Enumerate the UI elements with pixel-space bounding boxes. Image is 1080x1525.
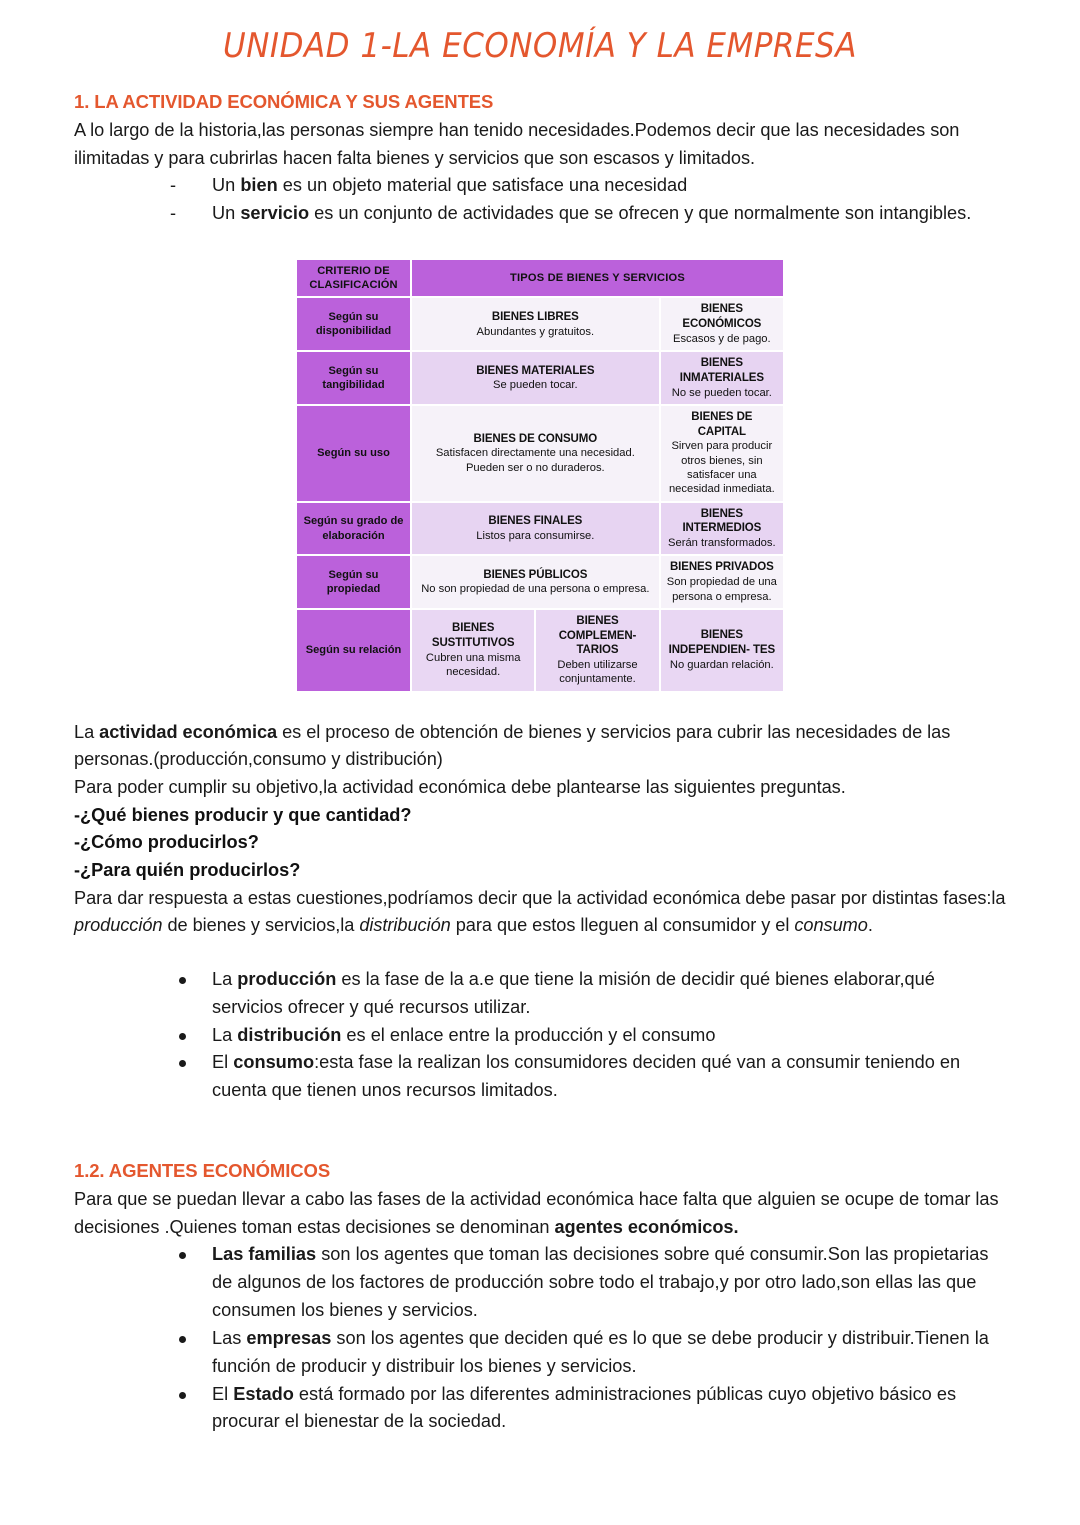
row-criterio: Según su disponibilidad <box>297 298 410 350</box>
item-pre: La <box>212 1024 238 1045</box>
paragraph-intro: A lo largo de la historia,las personas siempre han tenido necesidades.Podemos decir que las necesidades son ilimitadas y para cubrirlas hacen falta bienes y servicios que son escasos y limitados. <box>74 120 960 168</box>
table-header-criterio: CRITERIO DE CLASIFICACIÓN <box>297 260 410 296</box>
item-post: es la fase de la a.e que tiene la misión de decidir qué bienes elaborar,qué servicios ofrecer y qué recursos utilizar. <box>212 968 935 1017</box>
agents-list <box>74 1241 1006 1436</box>
page-title: UNIDAD 1-LA ECONOMÍA Y LA EMPRESA <box>223 26 857 66</box>
question-1: -¿Qué bienes producir y que cantidad? <box>74 804 412 825</box>
goods-table-container <box>74 258 1006 693</box>
table-cell <box>412 610 534 691</box>
item-post: es el enlace entre la producción y el consumo <box>341 1024 716 1045</box>
cell-title: BIENES PÚBLICOS <box>483 568 588 581</box>
cell-desc: Deben utilizarse conjuntamente. <box>557 659 638 686</box>
cell-title: BIENES ECONÓMICOS <box>682 303 762 331</box>
cell-title: BIENES MATERIALES <box>476 364 595 377</box>
table-cell <box>661 406 783 501</box>
paragraph-actividad-economica <box>74 719 1006 774</box>
cell-desc: No son propiedad de una persona o empresa. <box>421 583 650 596</box>
table-row <box>297 556 783 607</box>
cell-title: BIENES INMATERIALES <box>679 357 764 384</box>
cell-title: BIENES INTERMEDIOS <box>682 507 762 535</box>
item-pre: Un <box>212 203 241 224</box>
text-4: . <box>867 915 873 936</box>
text-pre: La <box>74 721 100 742</box>
spacer <box>74 940 1006 966</box>
cell-title: BIENES INDEPENDIEN- TES <box>668 629 776 657</box>
table-row <box>297 298 783 350</box>
text-italic-produccion: producción <box>74 915 163 936</box>
row-criterio: Según su tangibilidad <box>297 352 410 404</box>
table-cell <box>412 352 659 404</box>
table-cell <box>661 610 783 691</box>
item-post: es un objeto material que satisface una necesidad <box>277 175 688 196</box>
cell-title: BIENES FINALES <box>488 515 583 528</box>
cell-desc: Satisfacen directamente una necesidad. Pueden ser o no duraderos. <box>435 447 635 474</box>
table-cell <box>661 556 783 607</box>
item-pre: La <box>212 968 238 989</box>
list-item <box>170 1241 1006 1325</box>
paragraph-fases <box>74 885 1006 940</box>
paragraph-objetivo: Para poder cumplir su objetivo,la actividad económica debe plantearse las siguientes preguntas. <box>74 776 846 797</box>
table-row <box>297 610 783 691</box>
definitions-list <box>74 172 1006 228</box>
item-pre: El <box>212 1052 234 1073</box>
cell-title: BIENES SUSTITUTIVOS <box>431 622 515 649</box>
table-row <box>297 503 783 555</box>
table-cell <box>661 352 783 404</box>
row-criterio: Según su grado de elaboración <box>297 503 410 555</box>
table-cell <box>412 406 659 501</box>
question-3: -¿Para quién producirlos? <box>74 859 301 880</box>
row-criterio: Según su uso <box>297 406 410 501</box>
item-pre: El <box>212 1383 234 1404</box>
cell-desc: No guardan relación. <box>669 658 774 671</box>
goods-classification-table <box>295 258 785 693</box>
table-row <box>297 352 783 404</box>
cell-desc: Serán transformados. <box>668 537 776 550</box>
item-bold: Estado <box>233 1383 294 1404</box>
cell-title: BIENES LIBRES <box>491 310 579 323</box>
table-row <box>297 406 783 501</box>
text-italic-distribucion: distribución <box>359 915 451 936</box>
phases-list <box>74 966 1006 1105</box>
cell-desc: Abundantes y gratuitos. <box>476 325 595 338</box>
cell-title: BIENES DE CAPITAL <box>691 410 753 438</box>
section-heading-2: 1.2. AGENTES ECONÓMICOS <box>74 1160 331 1182</box>
list-item <box>170 1049 1006 1105</box>
item-bold: Las familias <box>212 1244 317 1265</box>
table-cell <box>661 298 783 350</box>
table-cell <box>412 298 659 350</box>
item-bold: distribución <box>237 1024 342 1045</box>
item-bold: consumo <box>233 1052 315 1073</box>
text-3: para que estos lleguen al consumidor y el <box>450 915 795 936</box>
text-bold: actividad económica <box>99 721 278 742</box>
cell-desc: Son propiedad de una persona o empresa. <box>666 576 777 603</box>
cell-desc: Sirven para producir otros bienes, sin satisfacer una necesidad inmediata. <box>668 440 775 496</box>
table-header-tipos: TIPOS DE BIENES Y SERVICIOS <box>412 260 783 296</box>
table-header-row <box>297 260 783 296</box>
text-post: es el proceso de obtención de bienes y servicios para cubrir las necesidades de las personas.(producción,consumo y distribución) <box>74 721 951 770</box>
row-criterio: Según su propiedad <box>297 556 410 607</box>
paragraph-agentes-intro <box>74 1186 1006 1241</box>
spacer <box>74 693 1006 719</box>
item-bold: bien <box>240 175 278 196</box>
table-cell <box>536 610 658 691</box>
list-item <box>170 1381 1006 1437</box>
text-pre: Para que se puedan llevar a cabo las fases de la actividad económica hace falta que alguien se ocupe de tomar las decisiones .Quienes toman estas decisiones se denominan <box>74 1189 999 1237</box>
item-post: son los agentes que toman las decisiones sobre qué consumir.Son las propietarias de algunos de los factores de producción sobre todo el trabajo,y por otro lado,son ellas las que consumen los bienes y servicios. <box>212 1244 989 1321</box>
list-item <box>170 200 1006 228</box>
cell-desc: No se pueden tocar. <box>671 386 772 399</box>
table-cell <box>412 503 659 555</box>
cell-desc: Cubren una misma necesidad. <box>425 651 521 678</box>
item-pre: Las <box>212 1327 247 1348</box>
cell-title: BIENES DE CONSUMO <box>473 432 598 445</box>
text-1: Para dar respuesta a estas cuestiones,podríamos decir que la actividad económica debe pasar por distintas fases:la <box>74 887 1006 908</box>
question-2: -¿Cómo producirlos? <box>74 832 259 853</box>
text-italic-consumo: consumo <box>794 915 868 936</box>
item-bold: servicio <box>240 203 310 224</box>
cell-title: BIENES COMPLEMEN- TARIOS <box>558 614 637 657</box>
item-post: es un conjunto de actividades que se ofrecen y que normalmente son intangibles. <box>309 203 972 224</box>
list-item <box>170 172 1006 200</box>
list-item <box>170 1022 1006 1050</box>
cell-desc: Listos para consumirse. <box>476 529 595 542</box>
list-item <box>170 1325 1006 1381</box>
text-bold: agentes económicos. <box>554 1216 739 1237</box>
item-bold: empresas <box>246 1327 332 1348</box>
item-pre: Un <box>212 175 241 196</box>
item-post: está formado por las diferentes administraciones públicas cuyo objetivo básico es procurar el bienestar de la sociedad. <box>212 1383 957 1432</box>
row-criterio: Según su relación <box>297 610 410 691</box>
cell-desc: Escasos y de pago. <box>673 332 771 345</box>
text-2: de bienes y servicios,la <box>162 915 360 936</box>
section-heading-1: 1. LA ACTIVIDAD ECONÓMICA Y SUS AGENTES <box>74 91 494 113</box>
table-cell <box>661 503 783 555</box>
cell-title: BIENES PRIVADOS <box>669 561 774 574</box>
item-post: son los agentes que deciden qué es lo que se debe producir y distribuir.Tienen la función de producir y distribuir los bienes y servicios. <box>212 1327 989 1376</box>
cell-desc: Se pueden tocar. <box>493 379 578 392</box>
table-cell <box>412 556 659 607</box>
item-bold: producción <box>237 968 337 989</box>
list-item <box>170 966 1006 1022</box>
item-post: :esta fase la realizan los consumidores deciden qué van a consumir teniendo en cuenta que tienen unos recursos limitados. <box>212 1052 961 1101</box>
